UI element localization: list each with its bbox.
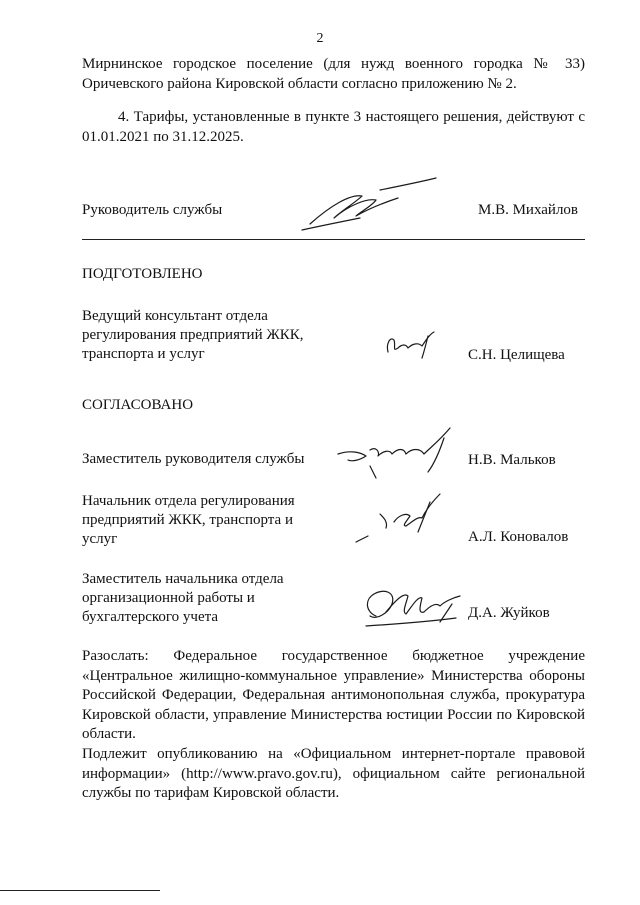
agreed-name-1: Н.В. Мальков <box>468 452 556 468</box>
page-number: 2 <box>316 31 324 46</box>
prepared-heading: ПОДГОТОВЛЕНО <box>82 266 203 282</box>
decision-paragraph-4: 4. Тарифы, установленные в пункте 3 настоящего решения, действуют с 01.01.2021 по 31.12.2025. <box>82 109 585 145</box>
footnote-rule <box>0 890 160 891</box>
agreed-signature-image-1 <box>330 420 470 480</box>
agreed-name-3: Д.А. Жуйков <box>468 605 550 621</box>
agreed-role-2: Начальник отдела регулирования предприятий ЖКК, транспорта и услуг <box>82 493 295 547</box>
publication-paragraph: Подлежит опубликованию на «Официальном интернет-портале правовой информации» (http://www.pravo.gov.ru), официальном сайте региональной службы по тарифам Кировской области. <box>82 746 585 801</box>
agreed-signature-image-3 <box>356 582 476 632</box>
agreed-role-1: Заместитель руководителя службы <box>82 451 305 467</box>
separator-line <box>82 239 585 240</box>
agreed-role-3: Заместитель начальника отдела организационной работы и бухгалтерского учета <box>82 571 284 625</box>
agreed-name-2: А.Л. Коновалов <box>468 529 569 545</box>
decision-paragraph-tail: Мирнинское городское поселение (для нужд военного городка № 33) Оричевского района Кировской области согласно приложению № 2. <box>82 56 585 92</box>
prepared-name: С.Н. Целищева <box>468 347 565 363</box>
head-name: М.В. Михайлов <box>478 202 579 218</box>
agreed-signature-image-2 <box>350 488 450 548</box>
prepared-role: Ведущий консультант отдела регулирования предприятий ЖКК, транспорта и услуг <box>82 308 304 362</box>
head-role: Руководитель службы <box>82 202 223 218</box>
distribution-paragraph: Разослать: Федеральное государственное бюджетное учреждение «Центральное жилищно-коммунальное управление» Министерства обороны Российской Федерации, Федеральная антимонопольная служба, прокуратура Кировской области, управление Министерства юстиции России по Кировской области. <box>82 648 585 742</box>
agreed-heading: СОГЛАСОВАНО <box>82 397 194 413</box>
head-signature-image <box>290 176 440 236</box>
prepared-signature-image <box>382 330 442 360</box>
